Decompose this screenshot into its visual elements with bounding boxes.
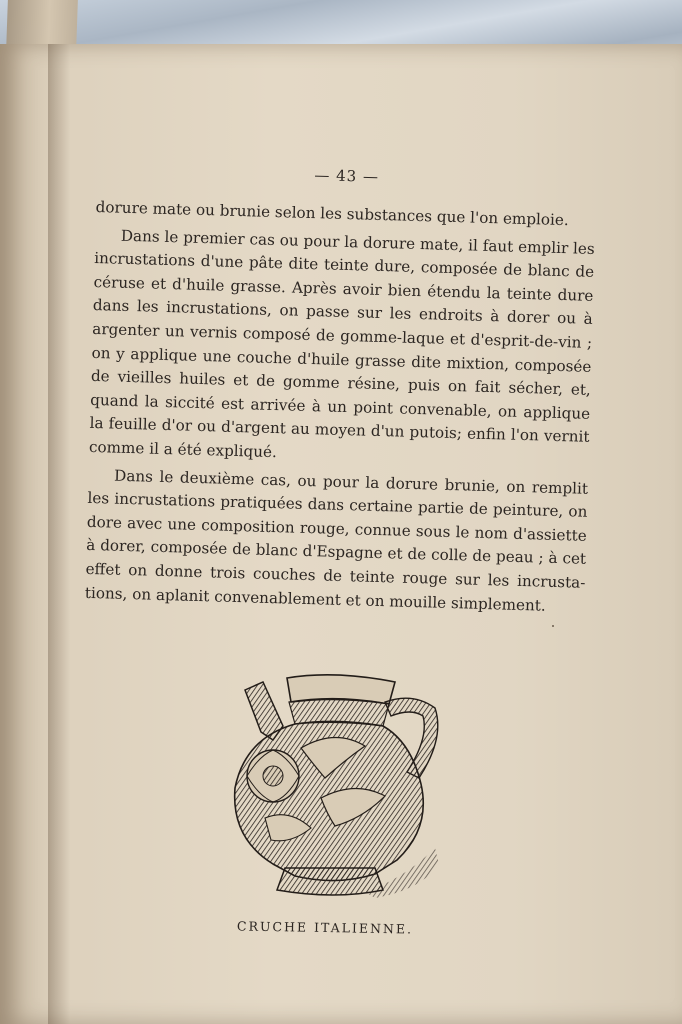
page-text xyxy=(85,160,597,619)
page-number: — 43 — xyxy=(314,166,380,186)
paragraph-dorure-brunie: Dans le deuxième cas, ou pour la dorure brunie, on remplit les incrustations pratiquées dans certaine partie de peinture, on dore avec une composition rouge, connue sous le nom d'assiette à dorer, composée de blanc d'Espagne et de colle de peau ; à cet effet on donne trois couches de teinte rouge sur les incrusta-tions, on aplanit convenablement et on mouille simplement. xyxy=(84,466,589,615)
ewer-engraving-icon xyxy=(225,668,455,908)
paragraph-dorure-mate: Dans le premier cas ou pour la dorure mate, il faut emplir les incrustations d'une pâte dite teinte dure, composée de blanc de céruse et d'huile grasse. Après avoir bien étendu la teinte dure dans les incrustations, on passe sur les endroits à dorer ou à argenter un vernis composé de gomme-laque et d'esprit-de-vin ; on y applique une couche d'huile grasse dite mixtion, composée de vieilles huiles et de gomme résine, puis on fait sécher, et, quand la siccité est arrivée à un point convenable, on applique la feuille d'or ou d'argent au moyen d'un putois; enfin l'on vernit comme il a été expliqué. xyxy=(88,226,595,462)
paragraph-continued: dorure mate ou brunie selon les substances que l'on emploie. xyxy=(95,197,569,230)
figure-caption: CRUCHE ITALIENNE. xyxy=(236,918,414,937)
page-gutter xyxy=(48,44,70,1024)
